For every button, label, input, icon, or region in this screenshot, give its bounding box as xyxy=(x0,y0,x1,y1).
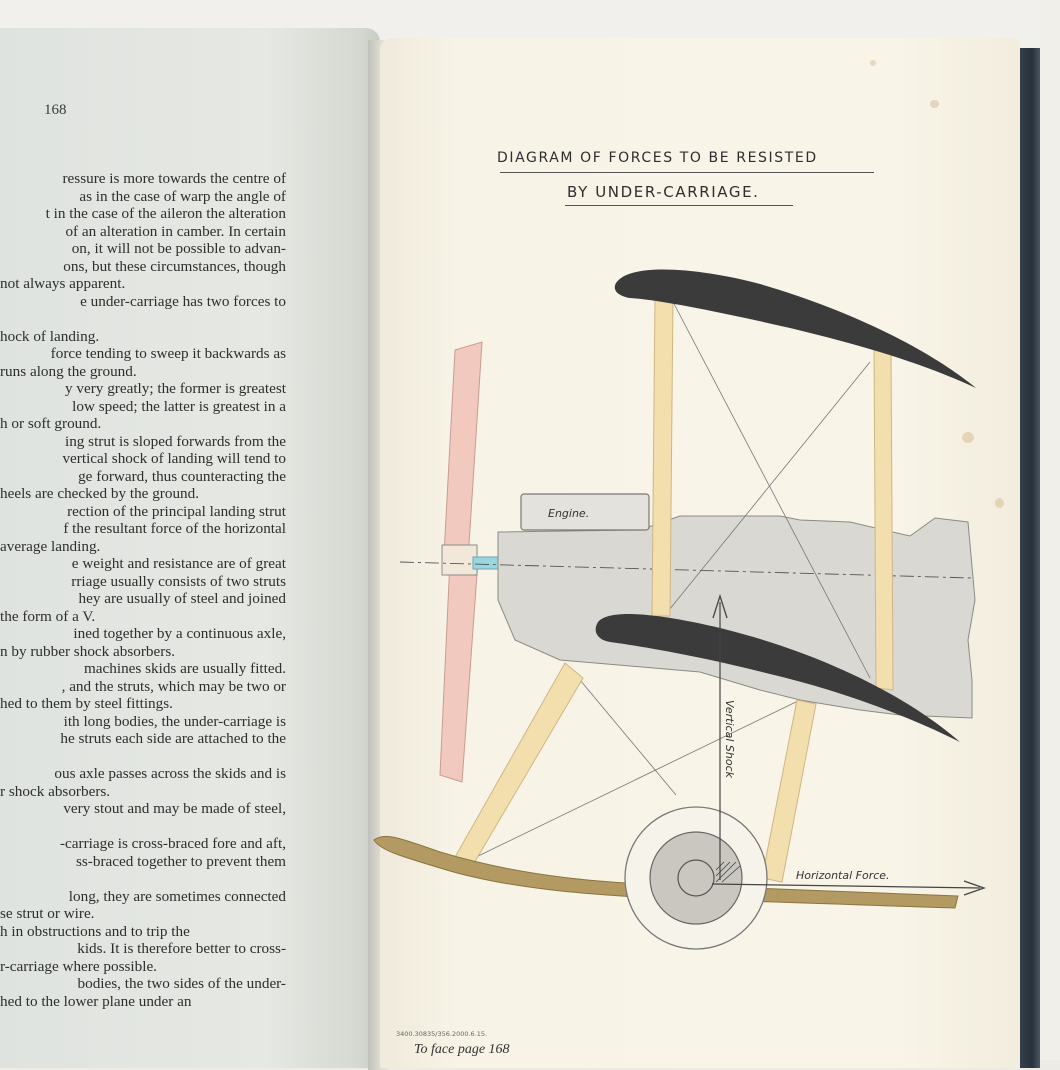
text-line: force tending to sweep it backwards as xyxy=(50,345,286,362)
text-line: y very greatly; the former is greatest xyxy=(65,380,286,397)
text-line: hed to them by steel fittings. xyxy=(0,695,173,712)
text-line: ith long bodies, the under-carriage is xyxy=(63,712,286,730)
text-line: h or soft ground. xyxy=(0,415,102,432)
text-line: e under-carriage has two forces to xyxy=(80,292,286,310)
text-line: e weight and resistance are of great xyxy=(71,555,286,572)
text-line: hed to the lower plane under an xyxy=(0,992,192,1010)
page-number: 168 xyxy=(44,102,67,118)
text-line: ous axle passes across the skids and is xyxy=(54,765,286,782)
text-line: he struts each side are attached to the xyxy=(60,730,286,747)
engine-label: Engine. xyxy=(548,507,590,520)
text-line: h in obstructions and to trip the xyxy=(0,922,190,940)
text-line: average landing. xyxy=(0,537,101,555)
text-line: ss-braced together to prevent them xyxy=(75,852,286,870)
engine-shaft xyxy=(473,557,499,569)
text-line: long, they are sometimes connected xyxy=(68,887,286,905)
text-line: f the resultant force of the horizontal xyxy=(63,520,286,537)
text-line: , and the struts, which may be two or xyxy=(61,677,286,695)
text-line: runs along the ground. xyxy=(0,362,137,380)
bracing-wire xyxy=(580,680,676,795)
undercarriage-strut-rear xyxy=(762,700,816,882)
text-line: low speed; the latter is greatest in a xyxy=(72,397,286,415)
text-line: as in the case of warp the angle of xyxy=(79,187,286,205)
interplane-strut-rear xyxy=(874,345,893,690)
diagram-title-line2: BY UNDER-CARRIAGE. xyxy=(567,183,760,201)
text-line: machines skids are usually fitted. xyxy=(83,660,286,677)
print-code: 3400.30835/356.2000.6.15. xyxy=(396,1030,488,1038)
text-line: t in the case of the aileron the alteration xyxy=(45,205,286,222)
text-line: rection of the principal landing strut xyxy=(67,502,286,520)
text-line: se strut or wire. xyxy=(0,905,95,922)
text-line: hey are usually of steel and joined xyxy=(78,590,286,607)
text-line: bodies, the two sides of the under- xyxy=(77,975,286,992)
text-line: -carriage is cross-braced fore and aft, xyxy=(60,835,286,852)
text-line: ressure is more towards the centre of xyxy=(62,170,286,187)
text-line: vertical shock of landing will tend to xyxy=(62,450,286,467)
text-line: on, it will not be possible to advan- xyxy=(71,240,286,257)
wheel-hub xyxy=(650,832,742,924)
text-line: kids. It is therefore better to cross- xyxy=(77,940,286,957)
vertical-shock-label: Vertical Shock xyxy=(723,700,736,778)
interplane-strut-front xyxy=(652,296,673,616)
text-line: ined together by a continuous axle, xyxy=(73,625,286,642)
text-line: hock of landing. xyxy=(0,327,100,345)
text-line: heels are checked by the ground. xyxy=(0,485,200,502)
text-line: the form of a V. xyxy=(0,607,96,625)
diagram-title-line1: DIAGRAM OF FORCES TO BE RESISTED xyxy=(497,150,818,166)
text-line: ing strut is sloped forwards from the xyxy=(64,432,286,450)
text-line: of an alteration in camber. In certain xyxy=(65,222,286,240)
facing-page-note: To face page 168 xyxy=(414,1042,510,1057)
text-line: very stout and may be made of steel, xyxy=(63,800,286,817)
horizontal-force-label: Horizontal Force. xyxy=(796,869,890,882)
text-line: ge forward, thus counteracting the xyxy=(78,467,286,485)
text-line: n by rubber shock absorbers. xyxy=(0,642,176,660)
text-line: rriage usually consists of two struts xyxy=(71,572,286,590)
text-line: r shock absorbers. xyxy=(0,782,111,800)
undercarriage-strut-front xyxy=(450,663,583,870)
text-line: ons, but these circumstances, though xyxy=(63,257,286,275)
text-line: r-carriage where possible. xyxy=(0,957,157,975)
text-line: not always apparent. xyxy=(0,275,126,292)
propeller-boss xyxy=(442,545,477,575)
